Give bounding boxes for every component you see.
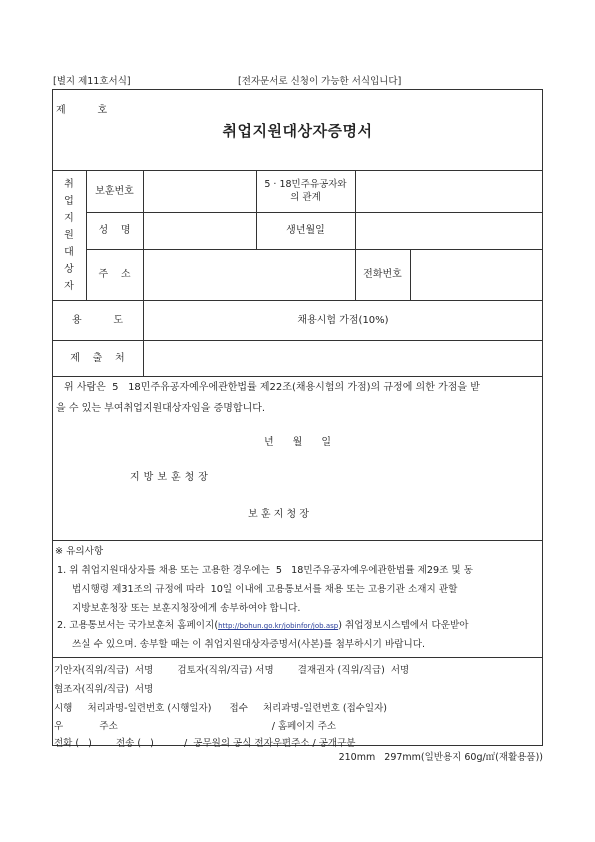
- note1-line3: 지방보훈청장 또는 보훈지청장에게 송부하여야 합니다.: [72, 603, 301, 614]
- approval-line4: 우 주소 / 홈페이지 주소: [54, 721, 337, 732]
- divider: [52, 540, 543, 541]
- note2-line1: [57, 616, 541, 636]
- note1-line1: 1. 위 취업지원대상자를 채용 또는 고용한 경우에는 5 18민주유공자예우에관한법률 제29조 및 동: [57, 565, 473, 576]
- birth-date-label: 생년월일: [286, 225, 325, 237]
- submit-to-label: 제 출 처: [70, 352, 125, 364]
- approval-line3: 시행 처리과명-일련번호 (시행일자) 접수 처리과명-일련번호 (접수일자): [54, 703, 387, 714]
- phone-field[interactable]: [410, 250, 543, 300]
- subject-section-label: [52, 171, 86, 300]
- approval-line1: 기안자(직위/직급) 서명 검토자(직위/직급) 서명 결재권자 (직위/직급) 서명: [54, 665, 410, 676]
- note2-prefix: 2. 고용통보서는 국가보훈처 홈페이지(: [57, 620, 219, 631]
- usage-value: 채용시험 가점(10%): [297, 314, 389, 326]
- paper-spec: 210mm 297mm(일반용지 60g/㎡(재활용품)): [338, 752, 543, 763]
- document-number-label: 제 호: [56, 105, 108, 116]
- notes-heading: ※ 유의사항: [55, 546, 104, 557]
- page-title: 취업지원대상자증명서: [222, 122, 373, 140]
- subject-label-char: 자: [64, 281, 74, 292]
- approval-line2: 협조자(직위/직급) 서명: [54, 684, 154, 695]
- certification-line1: 위 사람은 5 18민주유공자예우에관한법률 제22조(채용시험의 가점)의 규정에 의한 가점을 받: [64, 382, 480, 393]
- relation-field[interactable]: [355, 171, 543, 212]
- issue-date-line: 년 월 일: [263, 437, 332, 448]
- address-label: 주 소: [98, 269, 131, 281]
- note2-line2: 쓰실 수 있으며. 송부할 때는 이 취업지원대상자증명서(사본)를 첨부하시기 바랍니다.: [72, 639, 426, 650]
- name-label: 성 명: [98, 225, 131, 237]
- veteran-number-label: 보훈번호: [95, 185, 134, 197]
- bohun-homepage-link[interactable]: http://bohun.go.kr/jobinfor/job.asp: [218, 622, 339, 630]
- note2-suffix: ) 취업정보시스템에서 다운받아: [338, 620, 469, 631]
- divider: [52, 657, 543, 658]
- regional-office-head: 지방보훈청장: [130, 472, 212, 483]
- note1-line2: 법시행령 제31조의 규정에 따라 10일 이내에 고용통보서를 채용 또는 고용기관 소재지 관할: [72, 584, 458, 595]
- subject-label-char: 취: [64, 179, 74, 190]
- birth-date-field[interactable]: [355, 213, 543, 249]
- branch-office-head: 보 훈 지 청 장: [248, 509, 310, 520]
- usage-label: 용 도: [71, 314, 124, 326]
- subject-label-char: 원: [64, 230, 74, 241]
- phone-label: 전화번호: [363, 269, 402, 281]
- address-field[interactable]: [143, 250, 355, 300]
- form-number: [별지 제11호서식]: [53, 76, 131, 87]
- relation-label-line1: 5 · 18민주유공자와: [264, 178, 347, 190]
- submit-to-field[interactable]: [143, 341, 543, 376]
- subject-label-char: 지: [64, 213, 74, 224]
- electronic-application-note: [전자문서로 신청이 가능한 서식입니다]: [238, 76, 402, 87]
- subject-label-char: 대: [64, 247, 74, 258]
- approval-line5: 전화 ( ) 전송 ( ) / 공무원의 공식 전자우편주소 / 공개구분: [54, 738, 356, 749]
- relation-label-line2: 의 관계: [290, 191, 321, 203]
- subject-label-char: 업: [64, 196, 74, 207]
- subject-label-char: 상: [64, 264, 74, 275]
- relation-label: [256, 171, 355, 212]
- veteran-number-field[interactable]: [143, 171, 256, 212]
- certification-line2: 을 수 있는 부여취업지원대상자임을 증명합니다.: [56, 403, 266, 414]
- name-field[interactable]: [143, 213, 256, 249]
